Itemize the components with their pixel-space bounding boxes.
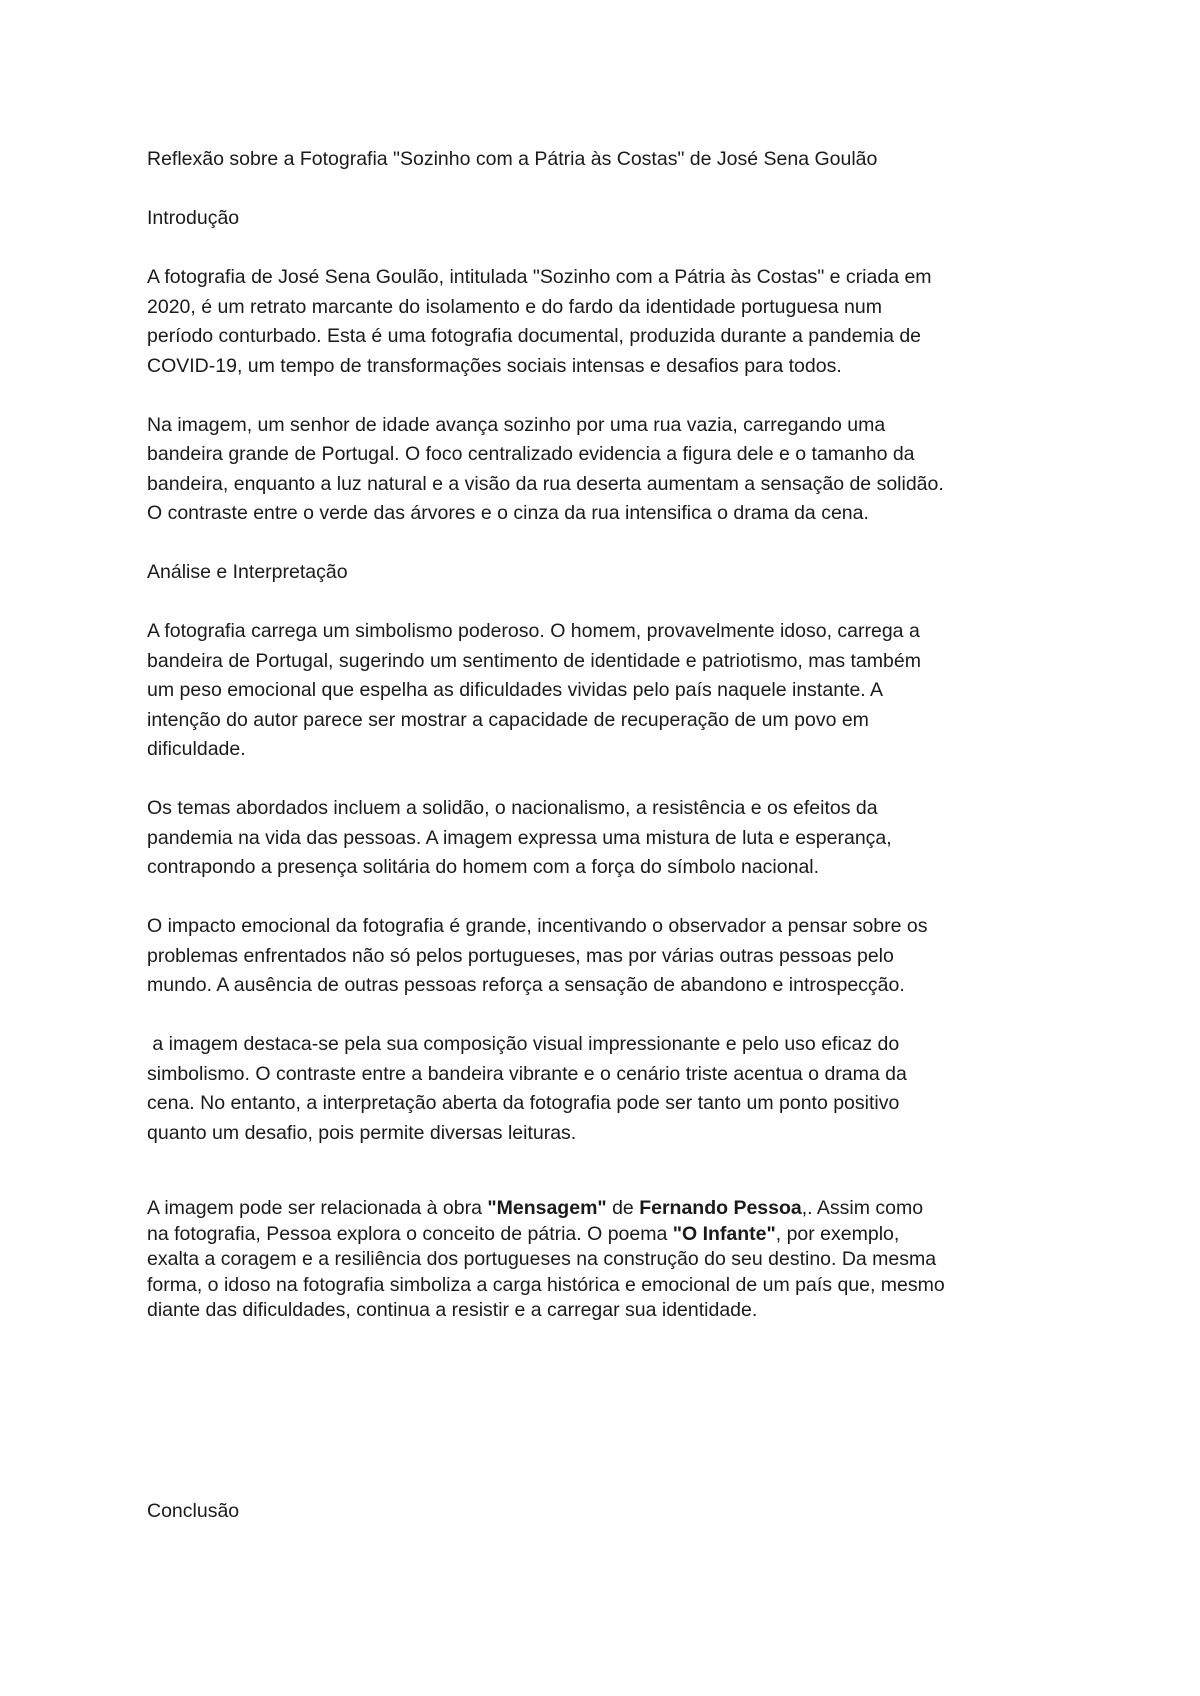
paragraph-intro-1 <box>147 263 1077 381</box>
paragraph-line: diante das dificuldades, continua a resistir e a carregar sua identidade. <box>147 1299 758 1321</box>
paragraph-line: contrapondo a presença solitária do homem com a força do símbolo nacional. <box>147 856 820 878</box>
paragraph-line: intenção do autor parece ser mostrar a capacidade de recuperação de um povo em <box>147 708 869 731</box>
paragraph-line: forma, o idoso na fotografia simboliza a carga histórica e emocional de um país que, mesmo <box>147 1273 945 1296</box>
text-run: , por exemplo, <box>775 1222 900 1245</box>
paragraph-analise-2 <box>147 794 1077 883</box>
paragraph-line: simbolismo. O contraste entre a bandeira vibrante e o cenário triste acentua o drama da <box>147 1062 907 1085</box>
document-body <box>147 145 1077 1324</box>
paragraph-line: Os temas abordados incluem a solidão, o nacionalismo, a resistência e os efeitos da <box>147 797 878 819</box>
text-run: A imagem pode ser relacionada à obra <box>147 1197 488 1219</box>
paragraph-line: A fotografia de José Sena Goulão, intitulada "Sozinho com a Pátria às Costas" e criada em <box>147 266 932 288</box>
bold-poem-title: "O Infante" <box>672 1222 776 1245</box>
paragraph-line: pandemia na vida das pessoas. A imagem expressa uma mistura de luta e esperança, <box>147 826 892 849</box>
paragraph-line: bandeira de Portugal, sugerindo um sentimento de identidade e patriotismo, mas também <box>147 649 921 672</box>
paragraph-line: um peso emocional que espelha as dificuldades vividas pelo país naquele instante. A <box>147 679 884 701</box>
paragraph-line <box>147 1196 1077 1222</box>
text-run: de <box>606 1197 640 1219</box>
paragraph-line: mundo. A ausência de outras pessoas reforça a sensação de abandono e introspecção. <box>147 974 905 996</box>
paragraph-analise-3 <box>147 912 1077 1001</box>
paragraph-relacao-mensagem <box>147 1196 1077 1324</box>
paragraph-analise-1 <box>147 617 1077 765</box>
section-heading-analise: Análise e Interpretação <box>147 561 348 583</box>
paragraph-intro-2 <box>147 411 1077 529</box>
paragraph-line: 2020, é um retrato marcante do isolamento e do fardo da identidade portuguesa num <box>147 295 882 318</box>
text-run: na fotografia, Pessoa explora o conceito de pátria. O poema <box>147 1222 673 1245</box>
paragraph-line: quanto um desafio, pois permite diversas leituras. <box>147 1121 577 1144</box>
paragraph-line: COVID-19, um tempo de transformações sociais intensas e desafios para todos. <box>147 354 842 377</box>
bold-work-title: "Mensagem" <box>487 1197 607 1219</box>
section-heading-conclusao: Conclusão <box>147 1500 240 1522</box>
document-title: Reflexão sobre a Fotografia "Sozinho com a Pátria às Costas" de José Sena Goulão <box>147 148 878 170</box>
paragraph-line: problemas enfrentados não só pelos portugueses, mas por várias outras pessoas pelo <box>147 944 894 967</box>
paragraph-line: bandeira, enquanto a luz natural e a visão da rua deserta aumentam a sensação de solidão. <box>147 472 944 495</box>
bold-author-name: Fernando Pessoa <box>639 1197 802 1219</box>
paragraph-line: exalta a coragem e a resiliência dos portugueses na construção do seu destino. Da mesma <box>147 1248 937 1270</box>
paragraph-line: período conturbado. Esta é uma fotografia documental, produzida durante a pandemia de <box>147 325 922 347</box>
paragraph-line: Na imagem, um senhor de idade avança sozinho por uma rua vazia, carregando uma <box>147 413 886 436</box>
paragraph-line <box>147 1222 1077 1248</box>
paragraph-line: dificuldade. <box>147 738 246 760</box>
text-run: ,. Assim como <box>801 1197 924 1219</box>
paragraph-line: bandeira grande de Portugal. O foco centralizado evidencia a figura dele e o tamanho da <box>147 443 915 465</box>
paragraph-line: cena. No entanto, a interpretação aberta da fotografia pode ser tanto um ponto positivo <box>147 1092 900 1114</box>
paragraph-line: a imagem destaca-se pela sua composição visual impressionante e pelo uso eficaz do <box>147 1033 900 1055</box>
paragraph-analise-4 <box>147 1030 1077 1148</box>
paragraph-line: O impacto emocional da fotografia é grande, incentivando o observador a pensar sobre os <box>147 915 928 937</box>
paragraph-line: O contraste entre o verde das árvores e o cinza da rua intensifica o drama da cena. <box>147 502 869 524</box>
paragraph-line: A fotografia carrega um simbolismo poderoso. O homem, provavelmente idoso, carrega a <box>147 620 920 642</box>
section-heading-introducao: Introdução <box>147 207 240 229</box>
